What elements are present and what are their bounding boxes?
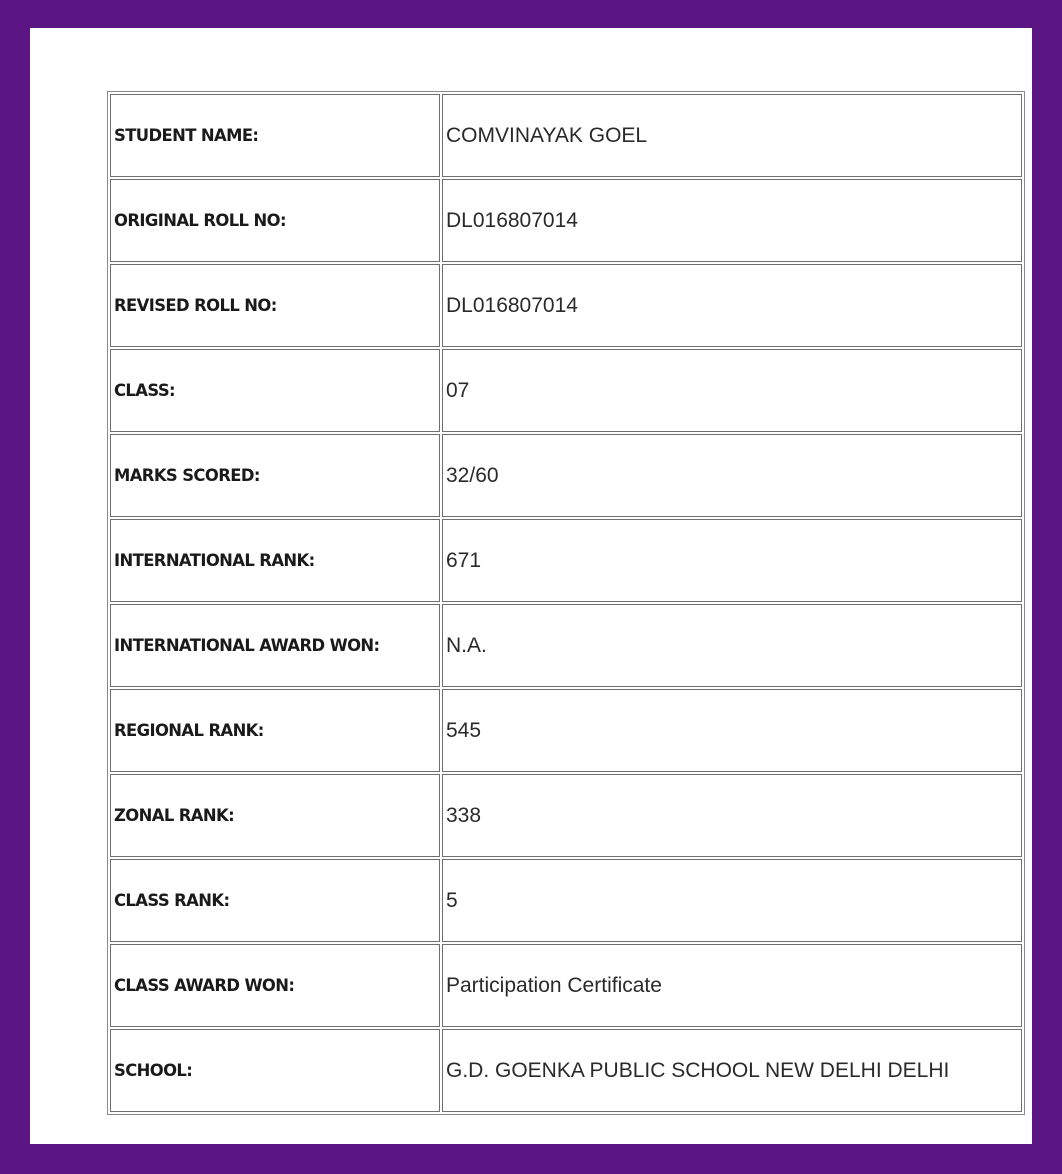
table-row: [110, 859, 1022, 942]
table-row: [110, 1029, 1022, 1112]
student-name-value: COMVINAYAK GOEL: [442, 94, 1022, 177]
result-table: [107, 91, 1025, 1115]
class-value: 07: [442, 349, 1022, 432]
original-roll-no-label: ORIGINAL ROLL NO:: [110, 179, 440, 262]
zonal-rank-label: ZONAL RANK:: [110, 774, 440, 857]
international-award-value: N.A.: [442, 604, 1022, 687]
regional-rank-value: 545: [442, 689, 1022, 772]
international-award-label: INTERNATIONAL AWARD WON:: [110, 604, 440, 687]
international-rank-value: 671: [442, 519, 1022, 602]
class-rank-label: CLASS RANK:: [110, 859, 440, 942]
international-rank-label: INTERNATIONAL RANK:: [110, 519, 440, 602]
table-row: [110, 94, 1022, 177]
original-roll-no-value: DL016807014: [442, 179, 1022, 262]
school-label: SCHOOL:: [110, 1029, 440, 1112]
class-award-value: Participation Certificate: [442, 944, 1022, 1027]
revised-roll-no-label: REVISED ROLL NO:: [110, 264, 440, 347]
regional-rank-label: REGIONAL RANK:: [110, 689, 440, 772]
marks-scored-value: 32/60: [442, 434, 1022, 517]
table-row: [110, 264, 1022, 347]
zonal-rank-value: 338: [442, 774, 1022, 857]
school-value: G.D. GOENKA PUBLIC SCHOOL NEW DELHI DELHI: [442, 1029, 1022, 1112]
table-row: [110, 604, 1022, 687]
marks-scored-label: MARKS SCORED:: [110, 434, 440, 517]
student-name-label: STUDENT NAME:: [110, 94, 440, 177]
table-row: [110, 349, 1022, 432]
table-row: [110, 774, 1022, 857]
table-row: [110, 944, 1022, 1027]
class-label: CLASS:: [110, 349, 440, 432]
table-row: [110, 689, 1022, 772]
revised-roll-no-value: DL016807014: [442, 264, 1022, 347]
table-row: [110, 179, 1022, 262]
table-row: [110, 519, 1022, 602]
table-row: [110, 434, 1022, 517]
class-rank-value: 5: [442, 859, 1022, 942]
class-award-label: CLASS AWARD WON:: [110, 944, 440, 1027]
